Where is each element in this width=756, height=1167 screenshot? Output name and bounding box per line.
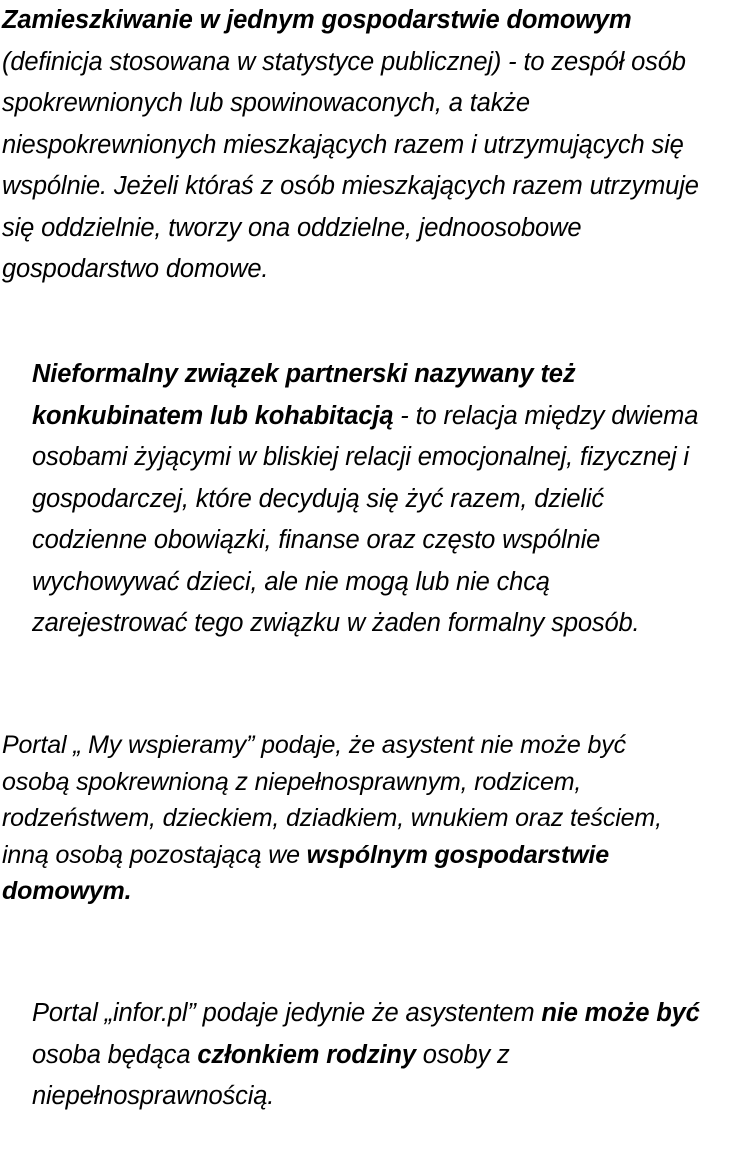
text-line xyxy=(2,800,662,837)
text-line xyxy=(32,354,698,396)
text-line xyxy=(32,562,698,604)
text-line xyxy=(2,727,662,764)
text-run: spokrewnionych lub spowinowaconych, a także xyxy=(2,89,530,117)
text-line xyxy=(2,0,699,42)
text-run: osobami żyjącymi w bliskiej relacji emocjonalnej, fizycznej i xyxy=(32,443,689,471)
text-line xyxy=(32,1076,700,1118)
text-line xyxy=(2,764,662,801)
text-run: codzienne obowiązki, finanse oraz często wspólnie xyxy=(32,526,601,554)
text-run: gospodarstwo domowe. xyxy=(2,255,269,283)
text-line xyxy=(32,603,698,645)
text-line xyxy=(32,1035,700,1077)
text-run: (definicja stosowana w statystyce publicznej) - to zespół osób xyxy=(2,47,686,76)
text-line xyxy=(32,479,698,521)
text-line xyxy=(32,520,698,562)
text-line xyxy=(2,208,699,250)
text-line xyxy=(2,83,699,125)
text-line xyxy=(32,396,698,438)
text-line xyxy=(2,42,699,84)
text-run: Portal „ My wspieramy” podaje, że asystent nie może być xyxy=(2,731,626,759)
text-run: niespokrewnionych mieszkających razem i utrzymujących się xyxy=(2,130,684,159)
text-run: zarejestrować tego związku w żaden formalny sposób. xyxy=(32,609,640,637)
text-run: inną osobą pozostającą we xyxy=(2,840,307,869)
bold-text-run: Nieformalny związek partnerski nazywany też xyxy=(32,360,576,388)
bold-text-run: domowym. xyxy=(2,877,132,905)
text-run: się oddzielnie, tworzy ona oddzielne, jednoosobowe xyxy=(2,213,582,242)
text-line xyxy=(2,249,699,291)
definition-household xyxy=(2,0,699,291)
paragraph-infor-pl xyxy=(32,993,700,1118)
text-run: wychowywać dzieci, ale nie mogą lub nie chcą xyxy=(32,567,550,596)
bold-text-run: nie może być xyxy=(541,999,700,1027)
bold-text-run: Zamieszkiwanie w jednym gospodarstwie domowym xyxy=(2,6,632,34)
text-run: gospodarczej, które decydują się żyć razem, dzielić xyxy=(32,484,605,513)
text-run: wspólnie. Jeżeli któraś z osób mieszkających razem utrzymuje xyxy=(2,172,699,200)
text-run: osoby z xyxy=(415,1040,510,1069)
text-run: niepełnosprawnością. xyxy=(32,1082,275,1110)
text-line xyxy=(2,125,699,167)
text-run: Portal „infor.pl” podaje jedynie że asystentem xyxy=(32,999,542,1027)
text-line xyxy=(2,873,662,910)
text-line xyxy=(32,437,698,479)
text-run: osobą spokrewnioną z niepełnosprawnym, rodzicem, xyxy=(2,767,582,796)
text-line xyxy=(2,837,662,874)
bold-text-run: wspólnym gospodarstwie xyxy=(306,840,609,869)
bold-text-run: konkubinatem lub kohabitacją xyxy=(32,401,394,430)
text-run: osoba będąca xyxy=(32,1040,198,1069)
text-run: rodzeństwem, dzieckiem, dziadkiem, wnukiem oraz teściem, xyxy=(2,804,662,832)
text-run: - to relacja między dwiema xyxy=(393,401,699,430)
text-line xyxy=(2,166,699,208)
text-line xyxy=(32,993,700,1035)
paragraph-my-wspieramy xyxy=(2,727,662,910)
definition-informal-partnership xyxy=(32,354,698,645)
bold-text-run: członkiem rodziny xyxy=(197,1040,416,1069)
